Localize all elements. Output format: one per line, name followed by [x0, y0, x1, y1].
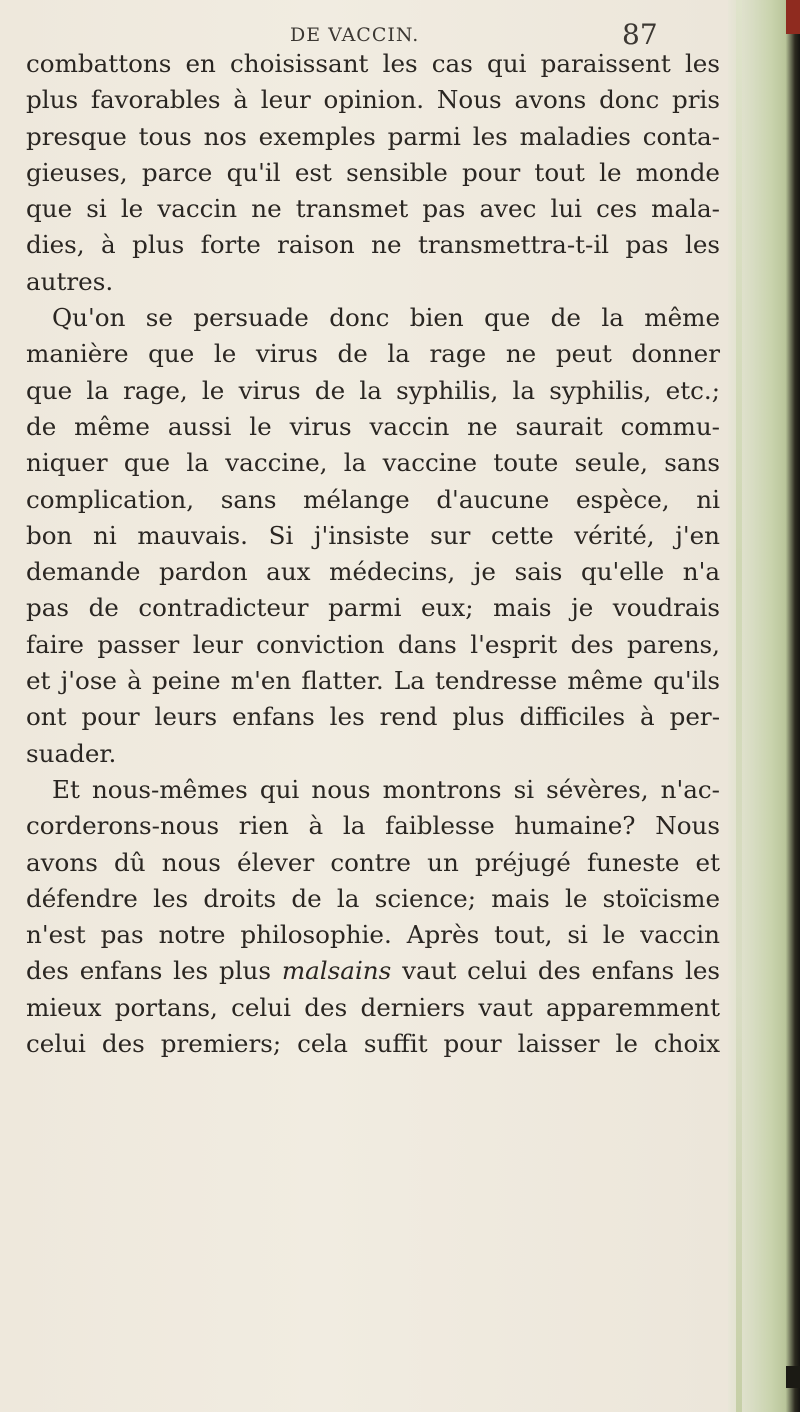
text-line: ont pour leurs enfans les rend plus difficiles à per-	[26, 702, 720, 732]
body-text	[26, 46, 720, 1062]
spine-strip	[736, 0, 742, 1412]
text-line: que la rage, le virus de la syphilis, la syphilis, etc.;	[26, 375, 720, 405]
text-line: suader.	[26, 738, 117, 768]
spine-mark-bottom	[786, 1366, 800, 1388]
running-head	[0, 18, 740, 51]
text-line: manière que le virus de la rage ne peut donner	[26, 339, 720, 369]
text-line: gieuses, parce qu'il est sensible pour tout le monde	[26, 157, 720, 187]
text-segment: vaut celui des enfans les	[402, 956, 720, 986]
text-line: pas de contradicteur parmi eux; mais je voudrais	[26, 593, 720, 623]
text-line: dies, à plus forte raison ne transmettra-t-il pas les	[26, 230, 720, 260]
paragraph-start: Qu'on se persuade donc bien que de la même	[52, 303, 720, 333]
spine-mark-top	[786, 0, 800, 34]
text-line: mieux portans, celui des derniers vaut apparemment	[26, 992, 720, 1022]
text-line: presque tous nos exemples parmi les maladies conta-	[26, 121, 720, 151]
text-line: que si le vaccin ne transmet pas avec lui ces mala-	[26, 194, 720, 224]
running-title: DE VACCIN.	[290, 24, 420, 46]
text-line: avons dû nous élever contre un préjugé funeste et	[26, 847, 720, 877]
italic-word: malsains	[281, 956, 392, 986]
text-line: autres.	[26, 266, 114, 296]
text-segment: des enfans les plus	[26, 956, 272, 986]
text-line: complication, sans mélange d'aucune espèce, ni	[26, 484, 720, 514]
text-line: et j'ose à peine m'en flatter. La tendresse même qu'ils	[26, 666, 720, 696]
page-number: 87	[622, 18, 658, 51]
book-spine-edge	[728, 0, 800, 1412]
paragraph-start: Et nous-mêmes qui nous montrons si sévères, n'ac-	[52, 774, 720, 804]
text-line: niquer que la vaccine, la vaccine toute seule, sans	[26, 448, 720, 478]
text-line: défendre les droits de la science; mais le stoïcisme	[26, 883, 720, 913]
text-line: celui des premiers; cela suffit pour laisser le choix	[26, 1029, 720, 1059]
text-line: n'est pas notre philosophie. Après tout, si le vaccin	[26, 920, 720, 950]
text-line: corderons-nous rien à la faiblesse humaine? Nous	[26, 811, 720, 841]
text-line: combattons en choisissant les cas qui paraissent les	[26, 49, 720, 78]
text-line: de même aussi le virus vaccin ne saurait commu-	[26, 411, 720, 441]
text-line-with-italic	[26, 953, 720, 989]
text-line: bon ni mauvais. Si j'insiste sur cette vérité, j'en	[26, 520, 720, 550]
text-line: faire passer leur conviction dans l'esprit des parens,	[26, 629, 720, 659]
text-line: demande pardon aux médecins, je sais qu'elle n'a	[26, 557, 720, 587]
text-line: plus favorables à leur opinion. Nous avons donc pris	[26, 85, 720, 115]
